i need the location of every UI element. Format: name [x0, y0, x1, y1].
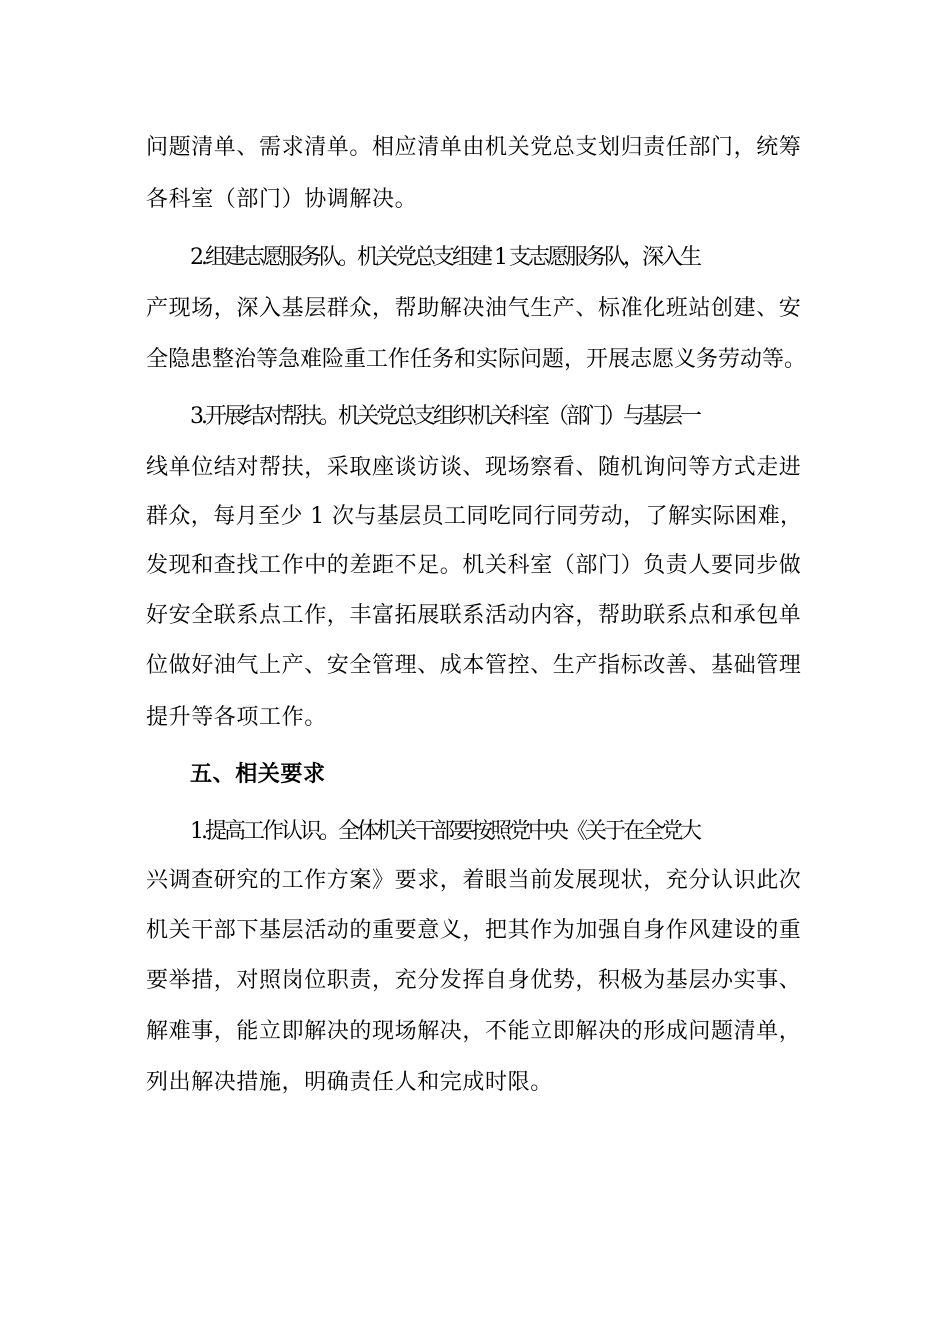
paragraph-3-line-3: 群众，每月至少 1 次与基层员工同吃同行同劳动，了解实际困难，	[146, 504, 803, 529]
paragraph-3-line-5: 好安全联系点工作，丰富拓展联系活动内容，帮助联系点和承包单	[146, 603, 802, 628]
paragraph-4-line-3: 机关干部下基层活动的重要意义，把其作为加强自身作风建设的重	[146, 918, 802, 943]
paragraph-3-line-4: 发现和查找工作中的差距不足。机关科室（部门）负责人要同步做	[146, 553, 802, 578]
paragraph-2-line-1: 2.组建志愿服务队。机关党总支组建 1 支志愿服务队，深入生	[190, 245, 699, 270]
paragraph-4-line-2: 兴调查研究的工作方案》要求，着眼当前发展现状，充分认识此次	[146, 868, 802, 893]
paragraph-2-line-3: 全隐患整治等急难险重工作任务和实际问题，开展志愿义务劳动等。	[146, 347, 807, 372]
paragraph-3-line-6: 位做好油气上产、安全管理、成本管控、生产指标改善、基础管理	[146, 653, 802, 678]
paragraph-1-line-1: 问题清单、需求清单。相应清单由机关党总支划归责任部门，统筹	[146, 135, 802, 160]
paragraph-1-line-2: 各科室（部门）协调解决。	[146, 187, 418, 212]
section-heading: 五、相关要求	[190, 762, 326, 787]
paragraph-4-line-4: 要举措，对照岗位职责，充分发挥自身优势，积极为基层办实事、	[146, 968, 802, 993]
paragraph-4-line-6: 列出解决措施，明确责任人和完成时限。	[146, 1070, 553, 1095]
paragraph-3-line-2: 线单位结对帮扶，采取座谈访谈、现场察看、随机询问等方式走进	[146, 455, 802, 480]
paragraph-2-line-2: 产现场，深入基层群众，帮助解决油气生产、标准化班站创建、安	[146, 296, 802, 321]
paragraph-3-line-1: 3.开展结对帮扶。机关党总支组织机关科室（部门）与基层一	[190, 404, 699, 429]
paragraph-4-line-5: 解难事，能立即解决的现场解决，不能立即解决的形成问题清单，	[146, 1019, 802, 1044]
paragraph-4-line-1: 1.提高工作认识。全体机关干部要按照党中央《关于在全党大	[190, 819, 699, 844]
paragraph-3-line-7: 提升等各项工作。	[146, 705, 327, 730]
